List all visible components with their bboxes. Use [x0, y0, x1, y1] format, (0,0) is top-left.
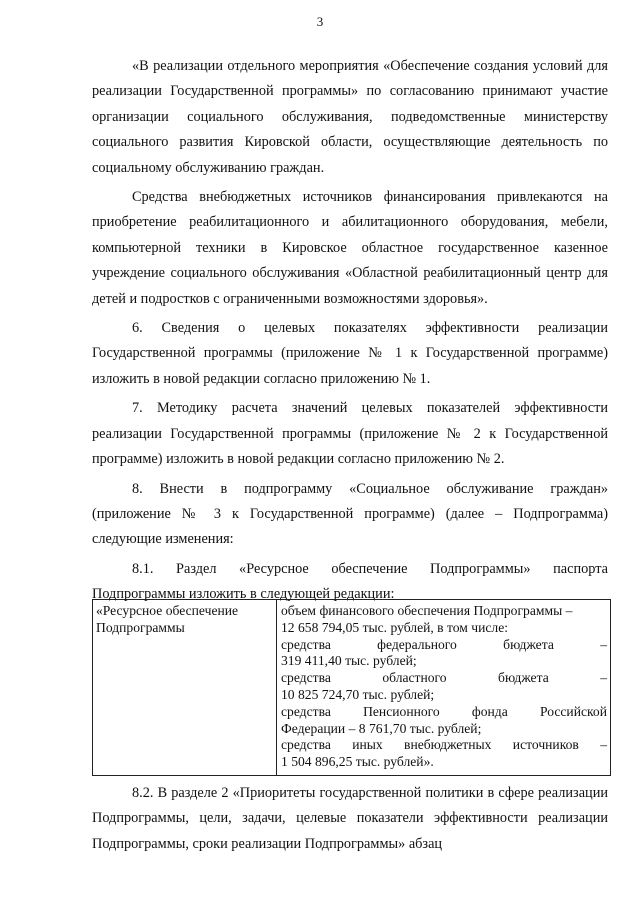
table-line: средства иных внебюджетных источников –	[281, 737, 607, 753]
paragraph: 8.2. В разделе 2 «Приоритеты государственной политики в сфере реализации Подпрограммы, цели, задачи, целевые показатели эффективности реализации Подпрограммы, сроки реализации Подпрограммы» абзац	[92, 785, 608, 852]
table-line: Федерации – 8 761,70 тыс. рублей;	[281, 720, 482, 736]
paragraph: 8.1. Раздел «Ресурсное обеспечение Подпрограммы» паспорта Подпрограммы изложить в следующей редакции:	[92, 560, 608, 603]
table-line: 10 825 724,70 тыс. рублей;	[281, 686, 435, 702]
table-line: объем финансового обеспечения Подпрограммы –	[281, 603, 573, 618]
resource-table	[92, 599, 611, 776]
table-label-cell: «Ресурсное обеспечение Подпрограммы	[93, 600, 277, 776]
text-block-top	[92, 54, 608, 608]
table-line: средства областного бюджета –	[281, 670, 607, 686]
paragraph: 6. Сведения о целевых показателях эффективности реализации Государственной программы (приложение № 1 к Государственной программе) изложить в новой редакции согласно приложению № 1.	[92, 320, 608, 387]
paragraph: 7. Методику расчета значений целевых показателей эффективности реализации Государственной программы (приложение № 2 к Государственной программе) изложить в новой редакции согласно приложению № 2.	[92, 400, 608, 468]
text-block-bottom	[92, 781, 608, 857]
table-line: 12 658 794,05 тыс. рублей, в том числе:	[281, 619, 509, 635]
paragraph: 8. Внести в подпрограмму «Социальное обслуживание граждан» (приложение № 3 к Государственной программе) (далее – Подпрограмма) следующие изменения:	[92, 480, 608, 548]
paragraph: «В реализации отдельного мероприятия «Обеспечение создания условий для реализации Государственной программы» по согласованию принимают участие организации социального обслуживания, подведомственные министерству социального развития Кировской области, осуществляющие деятельность по социальному обслуживанию граждан.	[92, 58, 608, 176]
paragraph: Средства внебюджетных источников финансирования привлекаются на приобретение реабилитационного и абилитационного оборудования, мебели, компьютерной техники в Кировское областное государственное казенное учреждение социального обслуживания «Областной реабилитационный центр для детей и подростков с ограниченными возможностями здоровья».	[92, 189, 608, 307]
table-line: средства Пенсионного фонда Российской	[281, 703, 607, 719]
table-line: 1 504 896,25 тыс. рублей».	[281, 754, 434, 770]
table-value-cell	[277, 600, 611, 776]
table-line: 319 411,40 тыс. рублей;	[281, 653, 417, 669]
table-line: средства федерального бюджета –	[281, 636, 607, 652]
page-number: 3	[316, 14, 324, 29]
